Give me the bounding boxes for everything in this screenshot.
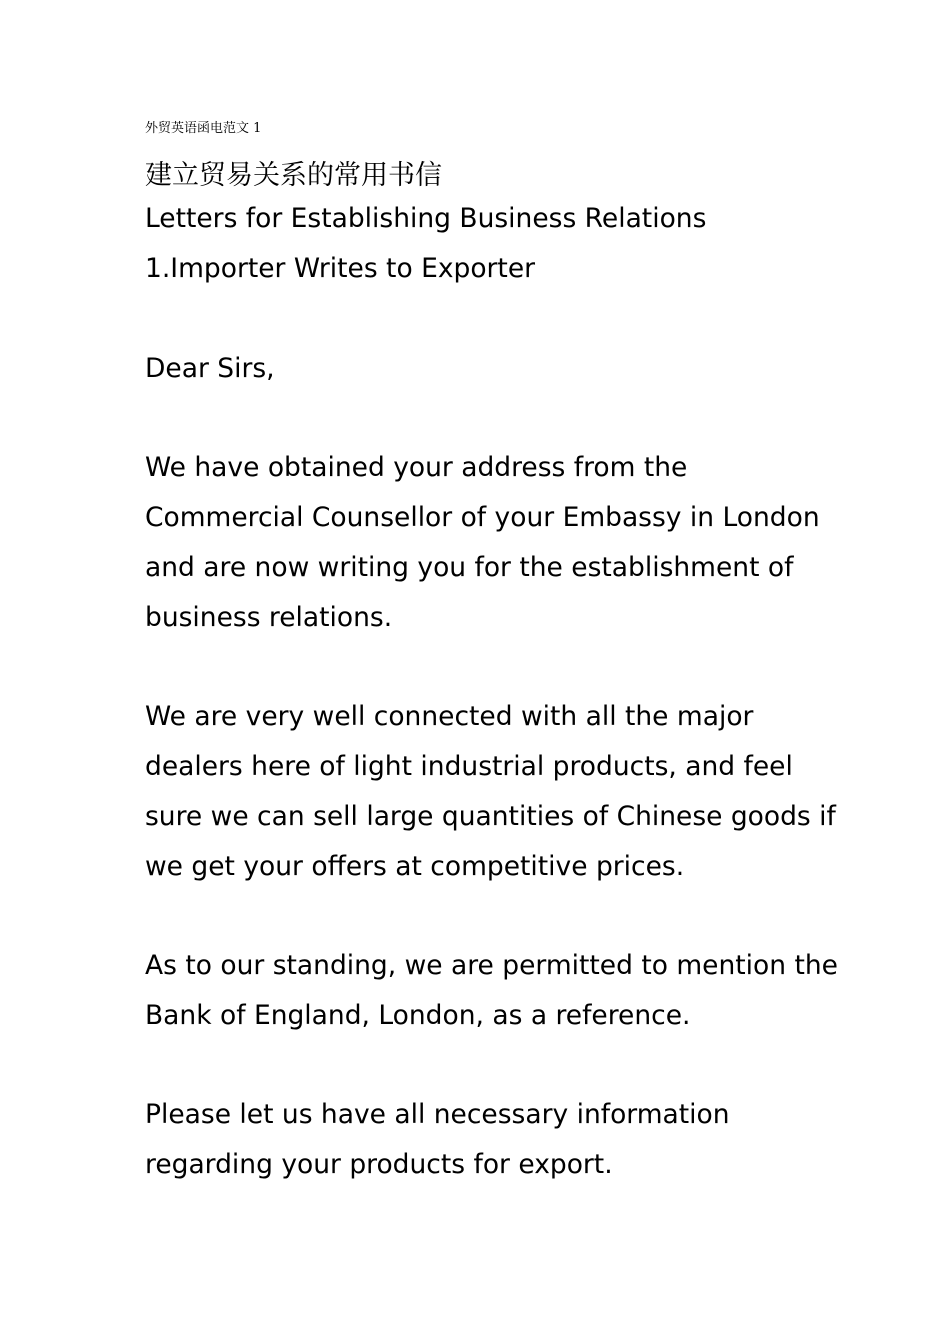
paragraph-line: business relations. — [145, 602, 393, 633]
paragraph-line: sure we can sell large quantities of Chinese goods if — [145, 801, 836, 832]
paragraph-line: As to our standing, we are permitted to mention the — [145, 950, 838, 981]
paragraph-line: dealers here of light industrial products, and feel — [145, 751, 793, 782]
salutation: Dear Sirs, — [145, 353, 275, 384]
letter-subtitle: 1.Importer Writes to Exporter — [145, 253, 536, 284]
paragraph-line: Commercial Counsellor of your Embassy in London — [145, 502, 820, 533]
paragraph-line: we get your offers at competitive prices. — [145, 851, 685, 882]
chinese-title: 建立贸易关系的常用书信 — [145, 160, 442, 191]
document-header-label: 外贸英语函电范文 1 — [145, 121, 262, 136]
paragraph-line: regarding your products for export. — [145, 1149, 613, 1180]
paragraph-line: and are now writing you for the establishment of — [145, 552, 794, 583]
paragraph-line: Bank of England, London, as a reference. — [145, 1000, 691, 1031]
paragraph-line: We have obtained your address from the — [145, 452, 688, 483]
paragraph-line: We are very well connected with all the major — [145, 701, 754, 732]
english-title: Letters for Establishing Business Relations — [145, 203, 707, 234]
paragraph-line: Please let us have all necessary information — [145, 1099, 730, 1130]
